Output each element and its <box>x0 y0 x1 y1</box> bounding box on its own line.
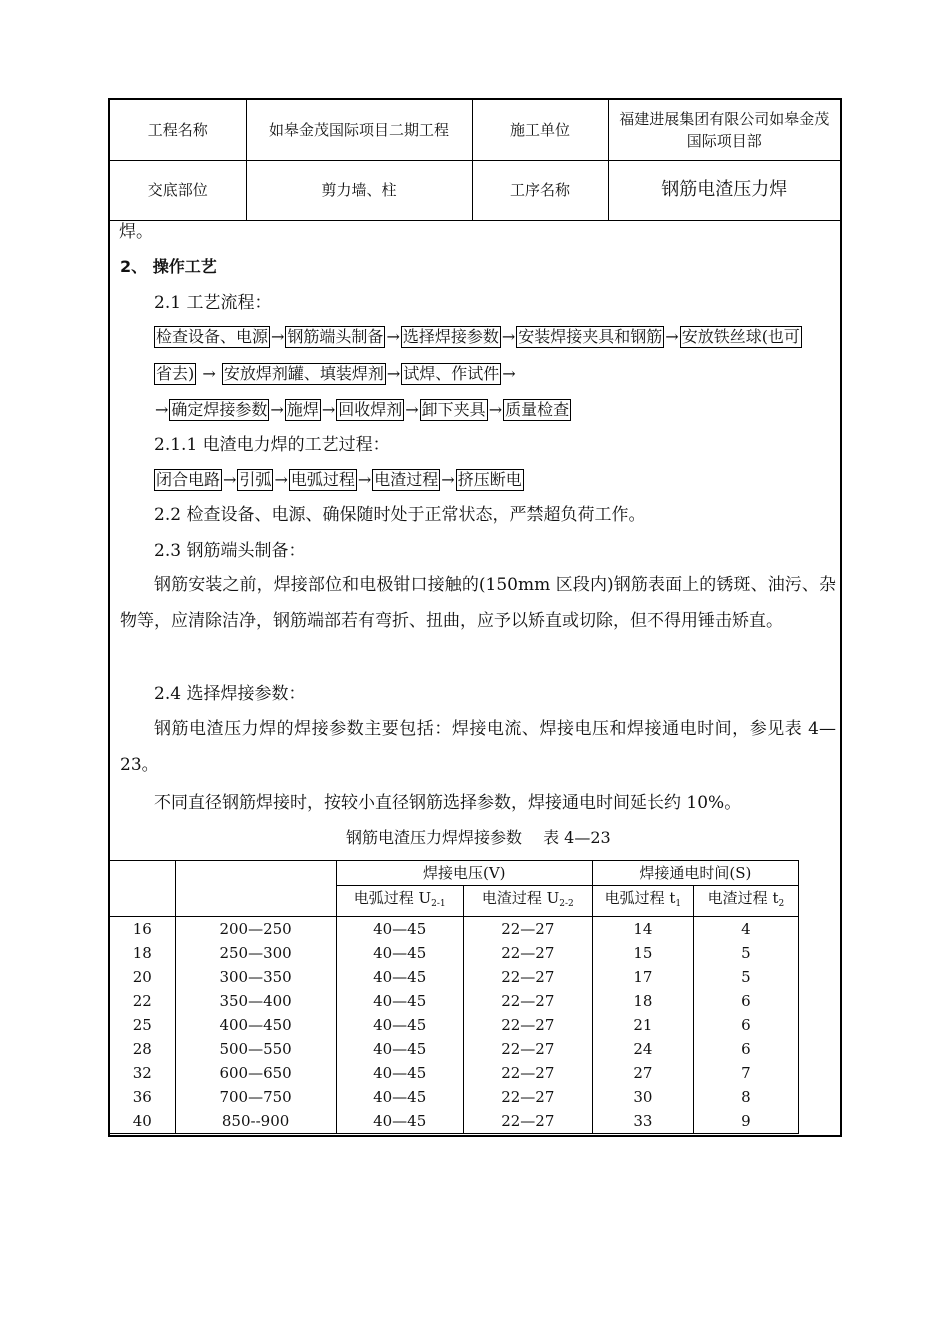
arrow-icon: → <box>441 470 455 489</box>
table-cell: 22—27 <box>463 1013 592 1037</box>
table-cell: 40—45 <box>336 941 463 965</box>
flow-step: 引弧 <box>239 470 272 489</box>
table-row <box>110 1037 799 1061</box>
table-header-blank <box>175 861 336 917</box>
table-cell: 24 <box>592 1037 693 1061</box>
table-cell: 700—750 <box>175 1085 336 1109</box>
flow-step: 安装焊接夹具和钢筋 <box>518 327 663 346</box>
section-2-4-title: 2.4 选择焊接参数： <box>154 684 306 704</box>
flow-row-3 <box>154 398 571 422</box>
table-cell: 22—27 <box>463 989 592 1013</box>
flow-step: 试焊、作试件 <box>403 364 500 383</box>
section-2-3-paragraph: 钢筋安装之前，焊接部位和电极钳口接触的(150mm 区段内)钢筋表面上的锈斑、油污、杂物等，应清除洁净，钢筋端部若有弯折、扭曲，应予以矫直或切除，但不得用锤击矫直。 <box>120 575 836 631</box>
table-cell: 14 <box>592 917 693 942</box>
table-cell: 25 <box>110 1013 175 1037</box>
part-label: 交底部位 <box>110 160 246 220</box>
table-cell: 5 <box>693 965 798 989</box>
table-cell: 22—27 <box>463 965 592 989</box>
disclosure-form <box>108 98 842 1137</box>
table-cell: 40 <box>110 1109 175 1134</box>
time-header: 焊接通电时间(S) <box>592 861 798 886</box>
table-cell: 36 <box>110 1085 175 1109</box>
table-cell: 250—300 <box>175 941 336 965</box>
table-cell: 20 <box>110 965 175 989</box>
flow-row-1 <box>154 325 802 349</box>
contractor-label: 施工单位 <box>472 100 608 160</box>
table-row <box>110 1013 799 1037</box>
table-row <box>110 965 799 989</box>
table-cell: 22 <box>110 989 175 1013</box>
section-2-4-paragraph: 钢筋电渣压力焊的焊接参数主要包括：焊接电流、焊接电压和焊接通电时间，参见表 4—23。 <box>120 719 836 775</box>
flow-step: 闭合电路 <box>156 470 221 489</box>
table-row <box>110 1085 799 1109</box>
arrow-icon: → <box>357 470 372 489</box>
arc-voltage-header: 电弧过程 $U_{2-1}$ <box>336 886 463 917</box>
flow-step: 质量检查 <box>505 400 570 419</box>
arrow-icon: → <box>386 327 400 346</box>
table-cell: 40—45 <box>336 989 463 1013</box>
section-2-title: 2、 操作工艺 <box>120 257 217 276</box>
table-cell: 350—400 <box>175 989 336 1013</box>
table-row <box>110 989 799 1013</box>
flow-step: 安放铁丝球(也可 <box>681 327 800 346</box>
section-2-3-title: 2.3 钢筋端头制备： <box>154 541 306 561</box>
flow-step: 确定焊接参数 <box>171 400 268 419</box>
table-cell: 40—45 <box>336 917 463 942</box>
arrow-icon: → <box>223 470 237 489</box>
table-cell: 33 <box>592 1109 693 1134</box>
table-cell: 40—45 <box>336 965 463 989</box>
table-cell: 40—45 <box>336 1013 463 1037</box>
arrow-icon: → <box>271 327 285 346</box>
process-label: 工序名称 <box>472 160 608 220</box>
flow-step: 电弧过程 <box>290 470 355 489</box>
flow-step: 省去) <box>156 364 195 383</box>
table-cell: 600—650 <box>175 1061 336 1085</box>
part-value: 剪力墙、柱 <box>246 160 472 220</box>
flow-step: 回收焊剂 <box>338 400 403 419</box>
arrow-icon: → <box>155 400 169 419</box>
table-cell: 22—27 <box>463 917 592 942</box>
table-cell: 5 <box>693 941 798 965</box>
table-cell: 200—250 <box>175 917 336 942</box>
continuation-text: 焊。 <box>119 222 153 242</box>
table-row <box>110 1061 799 1085</box>
table-cell: 6 <box>693 1013 798 1037</box>
table-cell: 22—27 <box>463 1037 592 1061</box>
table-cell: 4 <box>693 917 798 942</box>
table-cell: 21 <box>592 1013 693 1037</box>
table-row <box>110 941 799 965</box>
table-cell: 300—350 <box>175 965 336 989</box>
table-cell: 40—45 <box>336 1109 463 1134</box>
flow-step: 卸下夹具 <box>421 400 486 419</box>
parameter-table <box>110 860 799 1134</box>
table-cell: 27 <box>592 1061 693 1085</box>
table-cell: 40—45 <box>336 1085 463 1109</box>
arrow-icon: → <box>502 364 516 383</box>
flow-step: 施焊 <box>286 400 319 419</box>
table-cell: 6 <box>693 1037 798 1061</box>
flow-step: 电渣过程 <box>374 470 439 489</box>
table-cell: 850--900 <box>175 1109 336 1134</box>
flow-step: 选择焊接参数 <box>402 327 499 346</box>
table-cell: 7 <box>693 1061 798 1085</box>
table-row <box>110 1109 799 1134</box>
table-cell: 22—27 <box>463 941 592 965</box>
table-cell: 40—45 <box>336 1037 463 1061</box>
flow-step: 安放焊剂罐、填装焊剂 <box>223 364 384 383</box>
contractor-value: 福建进展集团有限公司如皋金茂国际项目部 <box>608 100 840 160</box>
table-cell: 40—45 <box>336 1061 463 1085</box>
table-cell: 22—27 <box>463 1109 592 1134</box>
process-value: 钢筋电渣压力焊 <box>608 160 840 220</box>
project-name-value: 如皋金茂国际项目二期工程 <box>246 100 472 160</box>
table-cell: 400—450 <box>175 1013 336 1037</box>
table-cell: 15 <box>592 941 693 965</box>
flow-step: 挤压断电 <box>457 470 522 489</box>
arc-time-header: 电弧过程 $t_1$ <box>592 886 693 917</box>
table-cell: 18 <box>592 989 693 1013</box>
arrow-icon: → <box>197 364 221 383</box>
table-cell: 9 <box>693 1109 798 1134</box>
header-table <box>110 100 840 221</box>
flow-step: 钢筋端头制备 <box>287 327 384 346</box>
project-name-label: 工程名称 <box>110 100 246 160</box>
table-cell: 22—27 <box>463 1085 592 1109</box>
table-caption: 钢筋电渣压力焊焊接参数 表 4—23 <box>346 828 611 847</box>
flow-row-4 <box>154 468 524 492</box>
table-cell: 8 <box>693 1085 798 1109</box>
table-cell: 16 <box>110 917 175 942</box>
arrow-icon: → <box>270 400 284 419</box>
voltage-header: 焊接电压(V) <box>336 861 592 886</box>
table-cell: 28 <box>110 1037 175 1061</box>
arrow-icon: → <box>665 327 679 346</box>
table-cell: 18 <box>110 941 175 965</box>
arrow-icon: → <box>488 400 503 419</box>
arrow-icon: → <box>405 400 419 419</box>
table-cell: 500—550 <box>175 1037 336 1061</box>
arrow-icon: → <box>501 327 516 346</box>
table-cell: 32 <box>110 1061 175 1085</box>
slag-time-header: 电渣过程 $t_2$ <box>693 886 798 917</box>
arrow-icon: → <box>386 364 401 383</box>
flow-step: 检查设备、电源 <box>156 327 269 346</box>
slag-voltage-header: 电渣过程 $U_{2-2}$ <box>463 886 592 917</box>
table-header-blank <box>110 861 175 917</box>
flow-row-2 <box>154 362 517 386</box>
arrow-icon: → <box>274 470 288 489</box>
section-2-2-text: 2.2 检查设备、电源、确保随时处于正常状态，严禁超负荷工作。 <box>154 505 646 525</box>
table-cell: 6 <box>693 989 798 1013</box>
section-2-1-1-title: 2.1.1 电渣电力焊的工艺过程： <box>154 435 390 455</box>
section-2-1-title: 2.1 工艺流程： <box>154 293 272 313</box>
arrow-icon: → <box>321 400 336 419</box>
section-2-4-note: 不同直径钢筋焊接时，按较小直径钢筋选择参数，焊接通电时间延长约 10%。 <box>154 793 742 813</box>
table-row <box>110 917 799 942</box>
table-cell: 30 <box>592 1085 693 1109</box>
table-cell: 17 <box>592 965 693 989</box>
table-cell: 22—27 <box>463 1061 592 1085</box>
